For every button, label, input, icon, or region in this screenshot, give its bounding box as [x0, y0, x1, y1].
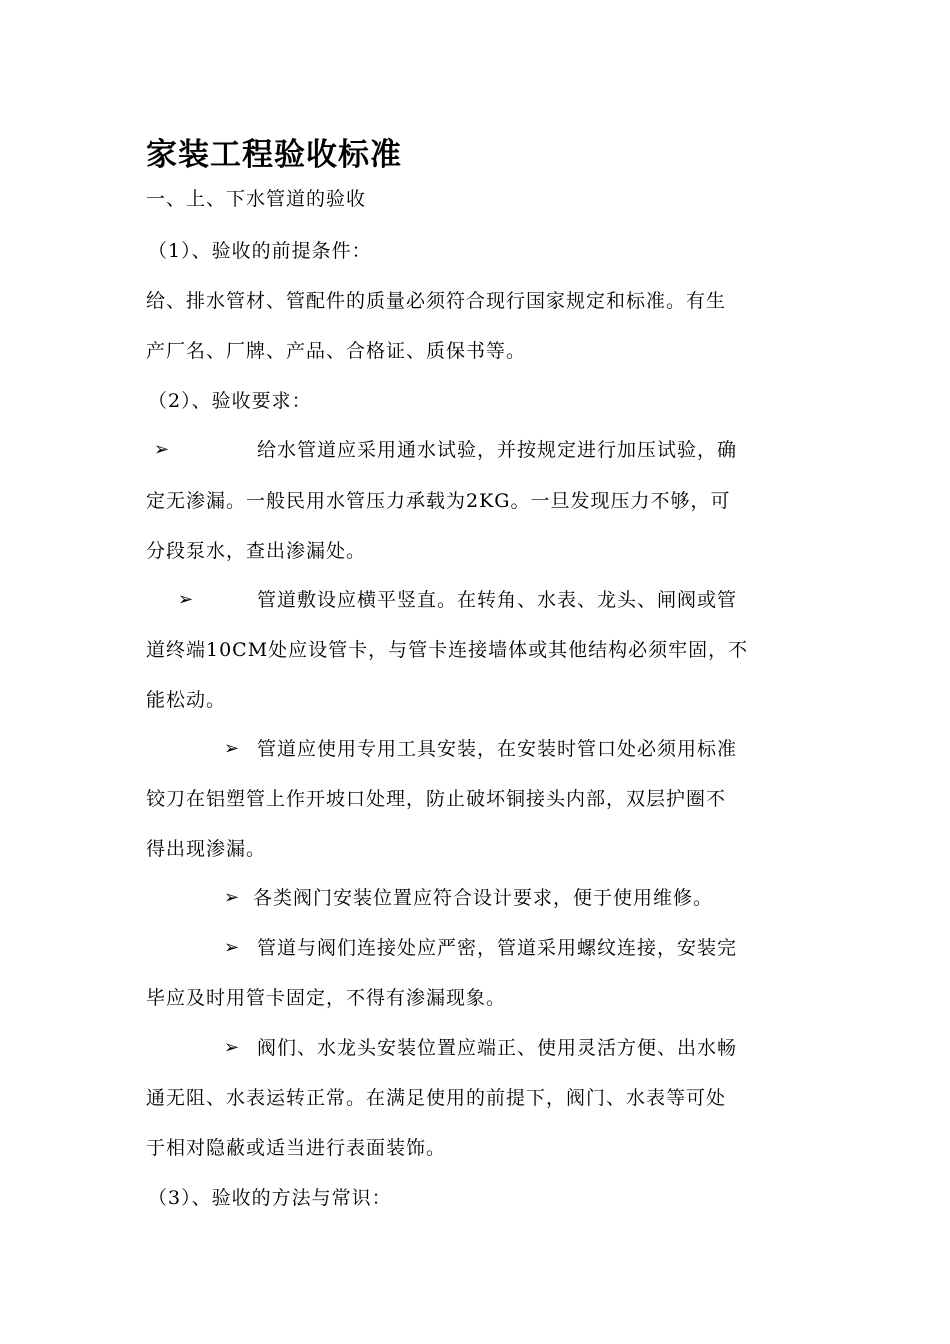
bullet-arrow-icon: ➢ — [224, 1037, 240, 1058]
bullet-arrow-icon: ➢ — [224, 887, 240, 908]
bullet-arrow-icon: ➢ — [224, 738, 240, 759]
subsection-heading-preconditions: （1）、验收的前提条件： — [148, 240, 372, 262]
list-item-line: 得出现渗漏。 — [146, 838, 267, 860]
subsection-heading-methods: （3）、验收的方法与常识： — [148, 1187, 392, 1209]
list-item-line: 通无阻、水表运转正常。在满足使用的前提下，阀门、水表等可处 — [146, 1087, 727, 1109]
list-item-line: 阀们、水龙头安装位置应端正、使用灵活方便、出水畅 — [257, 1037, 738, 1059]
paragraph-line: 给、排水管材、管配件的质量必须符合现行国家规定和标准。有生 — [146, 290, 727, 312]
list-item-line: 分段泵水，查出渗漏处。 — [146, 540, 367, 562]
list-item-line: 毕应及时用管卡固定，不得有渗漏现象。 — [146, 987, 507, 1009]
section-heading: 一、上、下水管道的验收 — [146, 188, 367, 210]
list-item-line: 铰刀在铝塑管上作开坡口处理，防止破坏铜接头内部，双层护圈不 — [146, 788, 727, 810]
document-title: 家装工程验收标准 — [146, 137, 402, 173]
bullet-arrow-icon: ➢ — [178, 589, 194, 610]
list-item-line: 于相对隐蔽或适当进行表面装饰。 — [146, 1137, 447, 1159]
list-item-line: 道终端10CM处应设管卡，与管卡连接墙体或其他结构必须牢固，不 — [146, 639, 749, 661]
list-item-line: 管道应使用专用工具安装，在安装时管口处必须用标准 — [257, 738, 738, 760]
list-item-line: 各类阀门安装位置应符合设计要求，便于使用维修。 — [253, 887, 714, 909]
list-item-line: 定无渗漏。一般民用水管压力承载为2KG。一旦发现压力不够，可 — [146, 490, 731, 512]
list-item-line: 给水管道应采用通水试验，并按规定进行加压试验，确 — [257, 439, 738, 461]
list-item-line: 管道敷设应横平竖直。在转角、水表、龙头、闸阀或管 — [257, 589, 738, 611]
bullet-arrow-icon: ➢ — [224, 937, 240, 958]
bullet-arrow-icon: ➢ — [154, 439, 170, 460]
paragraph-line: 产厂名、厂牌、产品、合格证、质保书等。 — [146, 340, 527, 362]
subsection-heading-requirements: （2）、验收要求： — [148, 390, 312, 412]
list-item-line: 能松动。 — [146, 689, 227, 711]
list-item-line: 管道与阀们连接处应严密，管道采用螺纹连接，安装完 — [257, 937, 738, 959]
